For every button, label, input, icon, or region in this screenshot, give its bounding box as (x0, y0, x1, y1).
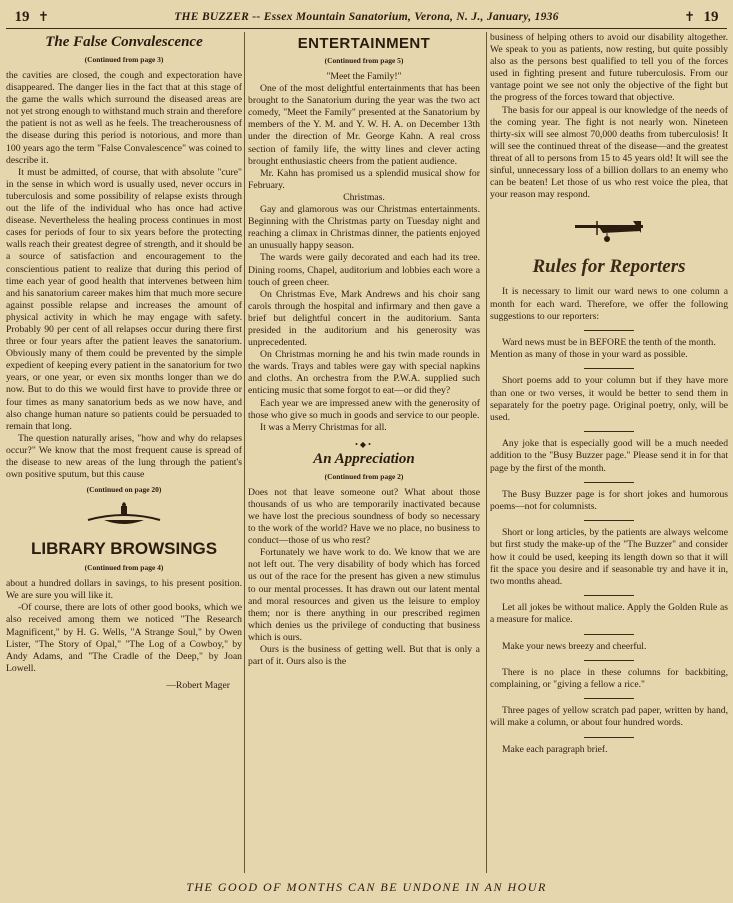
rule-separator (584, 368, 634, 369)
article-heading: ENTERTAINMENT (297, 35, 431, 52)
cross-icon: ✝ (684, 9, 695, 24)
rule-separator (584, 737, 634, 738)
continued-note: (Continued from page 5) (324, 56, 404, 65)
section-divider: •◆• (355, 439, 373, 449)
rule-item: Let all jokes be without malice. Apply the Golden Rule as a measure for malice. (490, 602, 728, 626)
paragraph: Each year we are impressed anew with the generosity of those who give so much in goods and service to our people. (248, 397, 480, 421)
column-middle (248, 32, 480, 668)
subheading: Christmas. (343, 191, 385, 203)
paragraph: Fortunately we have work to do. We know that we are not left out. The very disability of body which has forced us out of the race for the present has given a new stimulus to our mental processes. It has drawn out our latent mental and moral resources and given us the leisure to employ them; nor is there anything in our prescribed regimen which denies us the privilege of conducting that business which is ours. (248, 547, 480, 643)
page-header (6, 6, 727, 29)
paragraph: -Of course, there are lots of other good books, which we also received among them we noticed "The Research Magnificent," by H. G. Wells, "A Strange Soul," by Owen Lister, "The Story of Opal," "The Log of a Cowboy," by Andy Adams, and "The Cradle of the Deep," by Joan Lowell. (6, 602, 242, 674)
subheading: "Meet the Family!" (326, 71, 402, 82)
article-heading: LIBRARY BROWSINGS (30, 539, 218, 559)
paragraph: Ours is the business of getting well. But that is only a part of it. Ours also is the (248, 644, 480, 668)
paragraph: Does not that leave someone out? What about those thousands of us who are temporarily inactivated because we have lost the precious soundness of body so necessary to the work of the world? Have we no place, no business to conduct—those of us who rest? (248, 486, 480, 547)
article-body (248, 83, 480, 192)
paragraph: Gay and glamorous was our Christmas entertainments. Beginning with the Christmas party on Tuesday night and reaching a climax in Christmas dinner, the patients enjoyed an unusually happy season. (248, 204, 480, 252)
continued-note: (Continued from page 4) (84, 563, 164, 573)
rule-item: Short or long articles, by the patients are always welcome but first study the make-up of the "The Buzzer" and consider how it could be used, keeping its length down so that it will fit the space you desire and if seasonable try and have it in, two months ahead. (490, 527, 728, 587)
paragraph: Mr. Kahn has promised us a splendid musical show for February. (248, 167, 480, 191)
cross-icon: ✝ (38, 9, 49, 24)
paragraph: about a hundred dollars in savings, to his present position. We are sure you will like it. (6, 578, 242, 602)
rule-item: Make your news breezy and cheerful. (502, 640, 647, 652)
article-heading: The False Convalescence (45, 34, 203, 50)
rule-item: It is necessary to limit our ward news to one column a month for each ward. Therefore, we offer the following suggestions to our reporters: (490, 286, 728, 322)
rule-item: Any joke that is especially good will be a much needed addition to the "Busy Buzzer page." Please send it in for that page by the first of the month. (490, 438, 728, 474)
rule-item: Short poems add to your column but if they have more than one or two verses, it would be better to send them in separately for the poetry page. Original poetry, only, will be used. (490, 375, 728, 423)
article-heading: An Appreciation (313, 450, 415, 467)
paragraph: On Christmas morning he and his twin made rounds in the wards. Trays and tables were gay with special napkins and cloths. An orchestra from the P.W.A. supplied such enticing music that some forgot to eat—or did they? (248, 349, 480, 397)
article-body (490, 32, 728, 201)
paragraph: It was a Merry Christmas for all. (260, 421, 387, 433)
rule-item: Make each paragraph brief. (502, 743, 608, 755)
rule-separator (584, 595, 634, 596)
rule-separator (584, 431, 634, 432)
column-left (6, 32, 242, 691)
continued-note: (Continued from page 3) (84, 55, 164, 64)
paragraph: One of the most delightful entertainments that has been brought to the Sanatorium during the year was the two act comedy, "Meet the Family" presented at the Sanatorium by members of the Y. M. and Y. W. H. A. on December 13th under the direction of Mr. George Kahn. A real cross section of family life, the witty lines and clever acting brought enthusiastic cheers from the patient audience. (248, 83, 480, 167)
rule-item: Ward news must be in BEFORE the tenth of the month. Mention as many of those in your ward as possible. (490, 336, 716, 361)
paragraph: the cavities are closed, the cough and expectoration have disappeared. The danger lies in the fact that at this stage of the game the walls which surround the diseased areas are not yet strong enough to withstand much strain and therefore the patient is not as well as he feels. The treacherousness of the disease during this period is notorious, and more than 100 years ago the term "False Convalescence" was coined to describe it. (6, 70, 242, 166)
rules-list (490, 286, 728, 755)
article-heading: Rules for Reporters (532, 256, 686, 278)
paragraph: It must be admitted, of course, that with absolute "cure" in the sense in which word is usually used, never occurs in tuberculosis and some possibility of relapse exists through out the life of the individual who has once had active disease. Nevertheless the healing process continues in most cases for periods of four to six years before the protecting walls reach their greatest degree of strength, and it should be a source of satisfaction and encouragement to the conscientious patient to realize that during this period of time each year of good health that intervenes between him and his sanatorium career makes him that much more secure against possible relapse and increases the amount of physical activity in which he may engage with safety. Probably 90 per cent of all relapses occur during there first three or four years after the patient leaves the sanatorium. Obviously many of them could be prevented by the simple expedient of keeping every patient in the sanatorium for two years, or one year, or even six months longer than we do now. But to do this we would first have to provide three or four times as many sanatorium beds as we now have, and also change human nature so patients could be persuaded to remain that long. (6, 166, 242, 432)
page-number-right: 19 (703, 8, 719, 25)
paragraph: business of helping others to avoid our disability altogether. We speak to you as patients, now resting, but quite possibly also as the persons best qualified to tell you of the forces used in fighting present and future tuberculosis. From our vantage point we see not only the objective of the fight but the progress of the forces toward that objective. (490, 32, 728, 104)
paragraph: The question naturally arises, "how and why do relapses occur?" We know that the most frequent cause is spread of the disease to new areas of the lung through the patient's own positive sputum, but this cause (6, 432, 242, 481)
airplane-icon (490, 213, 728, 250)
continued-note: (Continued on page 20) (86, 485, 162, 495)
author-signature: —Robert Mager (166, 679, 230, 691)
newsletter-masthead: THE BUZZER -- Essex Mountain Sanatorium, Verona, N. J., January, 1936 (174, 11, 559, 23)
column-divider (486, 32, 487, 873)
rule-separator (584, 520, 634, 521)
rule-item: The Busy Buzzer page is for short jokes and humorous poems—not for columnists. (490, 488, 728, 512)
rule-separator (584, 660, 634, 661)
article-body (6, 70, 242, 481)
rule-item: Three pages of yellow scratch pad paper, written by hand, will make a column, or about four hundred words. (490, 705, 728, 729)
article-body (6, 578, 242, 675)
article-body (248, 487, 480, 668)
continued-note: (Continued from page 2) (324, 471, 404, 481)
lamp-ornament-icon (6, 502, 242, 533)
page-footer-motto: THE GOOD OF MONTHS CAN BE UNDONE IN AN HOUR (186, 880, 547, 894)
column-right (490, 32, 728, 756)
page-number-left: 19 (14, 8, 30, 25)
rule-separator (584, 698, 634, 699)
article-body (248, 204, 480, 434)
rule-separator (584, 330, 634, 331)
paragraph: On Christmas Eve, Mark Andrews and his choir sang carols through the hospital and infirmary and then gave a brief but delightful concert in the auditorium. Santa presided in the auditorium and his generosity was unprecedented. (248, 288, 480, 349)
rule-separator (584, 482, 634, 483)
column-divider (244, 32, 245, 873)
paragraph: The basis for our appeal is our knowledge of the needs of the coming year. The fight is not nearly won. Nineteen thirty-six will see almost 70,000 deaths from tuberculosis! It will see the continued threat of the disease—and the greatest threat of all to persons from 15 to 45 years old! It will see the sinful, unnecessary loss of a billion dollars to an enemy who can be beaten! Let those of us who rest voice the plea, that your reason may respond. (490, 104, 728, 201)
paragraph: The wards were gaily decorated and each had its tree. Dining rooms, Chapel, auditorium and lobbies each wore a touch of green cheer. (248, 252, 480, 288)
rule-item: There is no place in these columns for backbiting, complaining, or "giving a fellow a rice." (490, 666, 728, 690)
rule-separator (584, 634, 634, 635)
